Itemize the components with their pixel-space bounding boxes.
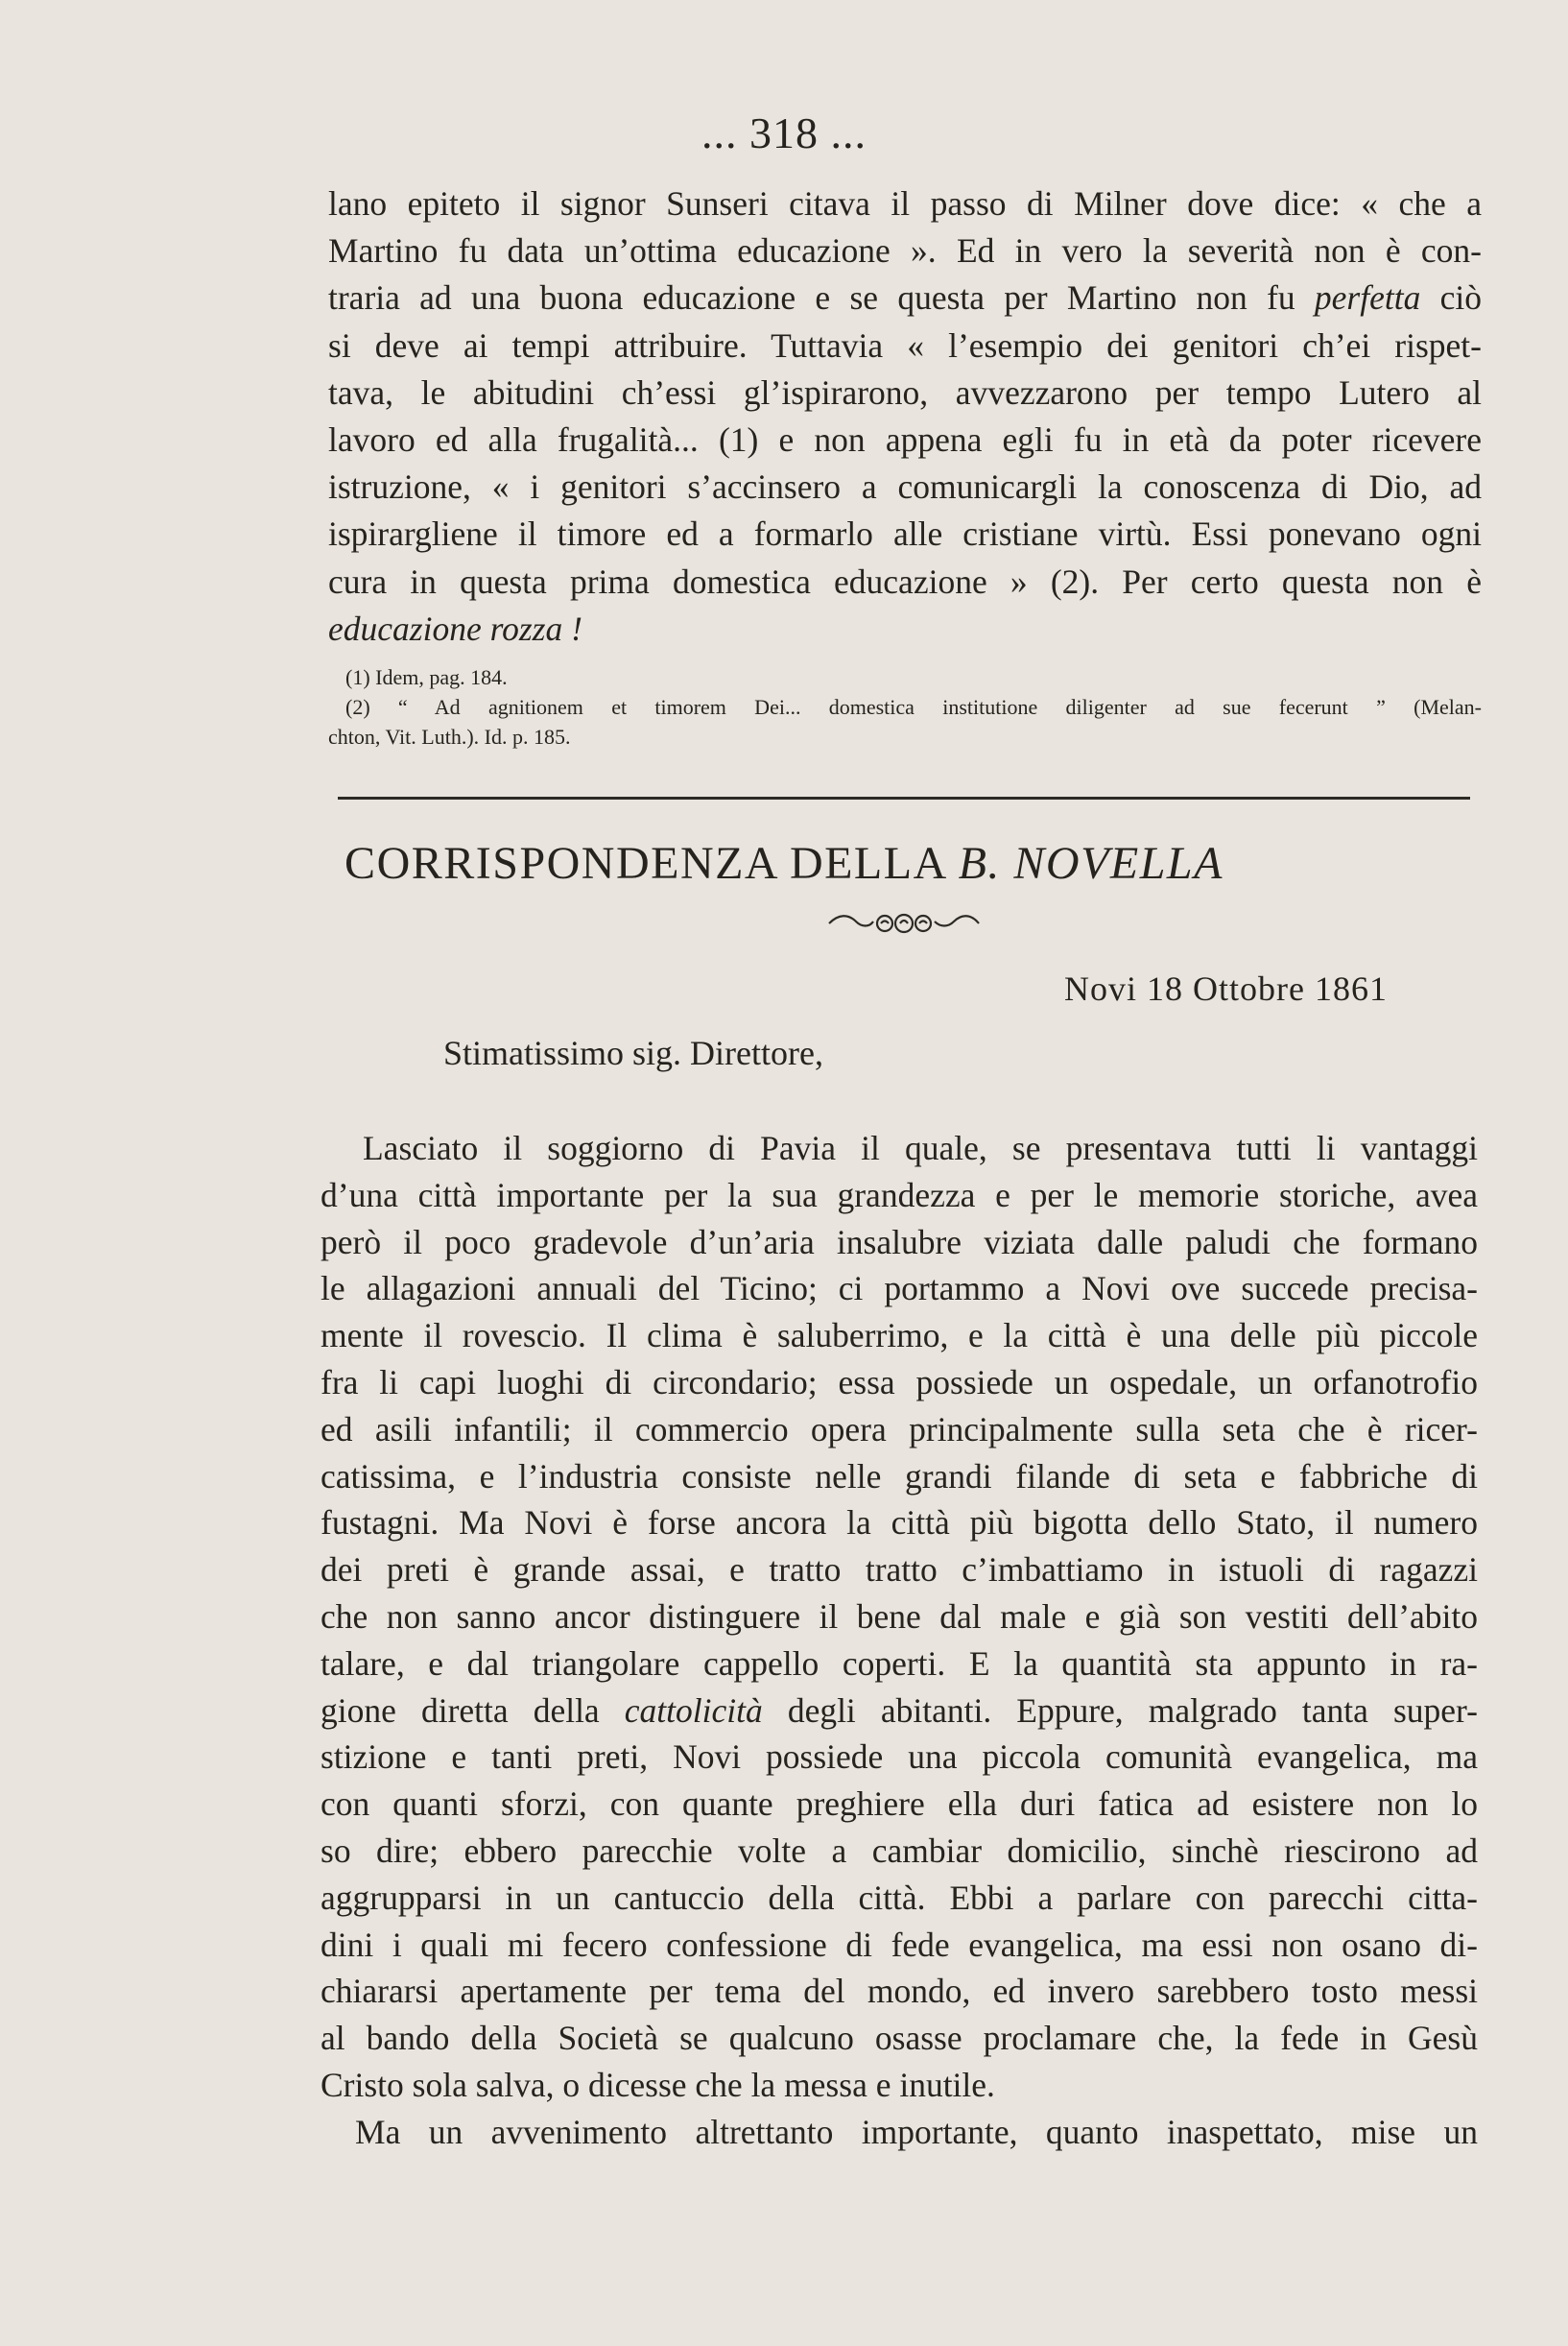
text-run: talare, e dal triangolare cappello coperti. E la quantità sta appunto in ra- <box>321 1643 1478 1683</box>
text-line <box>321 2015 1478 2062</box>
text-line <box>321 1453 1478 1500</box>
text-line <box>321 1359 1478 1406</box>
text-run: però il poco gradevole d’un’aria insalubre viziata dalle paludi che formano <box>321 1222 1478 1261</box>
section-divider <box>338 797 1470 800</box>
page-number: ... 318 ... <box>701 108 867 157</box>
text-line <box>321 1406 1478 1453</box>
footnote-2-continued: chton, Vit. Luth.). Id. p. 185. <box>328 725 571 749</box>
text-line <box>328 275 1482 322</box>
text-run: aggrupparsi in un cantuccio della città. Ebbi a parlare con parecchi citta- <box>321 1878 1478 1917</box>
text-run: ed asili infantili; il commercio opera principalmente sulla seta che è ricer- <box>321 1409 1478 1448</box>
text-line <box>321 1265 1478 1312</box>
text-line <box>321 2109 1478 2156</box>
text-line <box>321 1172 1478 1219</box>
section-title-text: CORRISPONDENZA DELLA <box>344 838 959 889</box>
text-run: d’una città importante per la sua grandezza e per le memorie storiche, avea <box>321 1175 1478 1214</box>
text-line <box>328 417 1482 464</box>
continued-paragraph <box>328 180 1482 653</box>
text-run: gione diretta della <box>321 1690 625 1730</box>
section-title <box>0 837 1568 890</box>
letter-salutation: Stimatissimo sig. Direttore, <box>443 1034 823 1072</box>
text-run: Martino fu data un’ottima educazione ». Ed in vero la severità non è con- <box>328 231 1482 271</box>
text-line <box>328 511 1482 558</box>
text-line <box>328 180 1482 227</box>
text-line <box>321 1828 1478 1875</box>
text-run: so dire; ebbero parecchie volte a cambiar domicilio, sinchè riescirono ad <box>321 1831 1478 1870</box>
ornament-flourish-icon <box>827 910 981 937</box>
italic-text: perfetta <box>1314 278 1421 318</box>
italic-text: cattolicità <box>624 1690 763 1730</box>
text-run: istruzione, « i genitori s’accinsero a comunicargli la conoscenza di Dio, ad <box>328 467 1482 507</box>
text-line <box>328 227 1482 275</box>
section-title-italic: B. NOVELLA <box>958 838 1224 889</box>
text-run: chiararsi apertamente per tema del mondo, ed invero sarebbero tosto messi <box>321 1972 1478 2011</box>
text-line <box>321 1219 1478 1266</box>
text-line <box>321 2062 1478 2109</box>
text-run: dei preti è grande assai, e tratto tratto c’imbattiamo in istuoli di ragazzi <box>321 1550 1478 1590</box>
text-run: Ma un avvenimento altrettanto importante, quanto inaspettato, mise un <box>355 2112 1478 2151</box>
text-line <box>321 1688 1478 1735</box>
text-line <box>328 559 1482 606</box>
text-run: lano epiteto il signor Sunseri citava il passo di Milner dove dice: « che a <box>328 184 1482 223</box>
text-line <box>321 1640 1478 1688</box>
text-line <box>321 1312 1478 1359</box>
text-run: che non sanno ancor distinguere il bene dal male e già son vestiti dell’abito <box>321 1596 1478 1636</box>
text-line <box>321 1781 1478 1828</box>
text-run: Cristo sola salva, o dicesse che la messa e inutile. <box>321 2065 995 2104</box>
footnote-1: (1) Idem, pag. 184. <box>345 665 508 689</box>
text-line <box>328 323 1482 370</box>
text-run: ispirargliene il timore ed a formarlo alle cristiane virtù. Essi ponevano ogni <box>328 515 1482 554</box>
text-run: fustagni. Ma Novi è forse ancora la città più bigotta dello Stato, il numero <box>321 1503 1478 1543</box>
text-run: cura in questa prima domestica educazione » (2). Per certo questa non è <box>328 562 1482 601</box>
text-line <box>321 1922 1478 1969</box>
text-line <box>321 1125 1478 1172</box>
text-run: tava, le abitudini ch’essi gl’ispirarono, avvezzarono per tempo Lutero al <box>328 372 1482 412</box>
text-run: ciò <box>1420 278 1482 318</box>
letter-dateline: Novi 18 Ottobre 1861 <box>1064 970 1388 1008</box>
text-line <box>328 606 1482 653</box>
text-run: al bando della Società se qualcuno osasse proclamare che, la fede in Gesù <box>321 2019 1478 2058</box>
text-run: dini i quali mi fecero confessione di fede evangelica, ma essi non osano di- <box>321 1925 1478 1964</box>
text-line <box>321 1546 1478 1593</box>
text-line <box>321 1593 1478 1640</box>
text-line <box>321 1968 1478 2015</box>
text-run: stizione e tanti preti, Novi possiede una piccola comunità evangelica, ma <box>321 1737 1478 1777</box>
text-run: Lasciato il soggiorno di Pavia il quale, se presentava tutti li vantaggi <box>363 1129 1478 1167</box>
text-run: lavoro ed alla frugalità... (1) e non appena egli fu in età da poter ricevere <box>328 419 1482 459</box>
text-line <box>328 370 1482 417</box>
text-run: fra li capi luoghi di circondario; essa possiede un ospedale, un orfanotrofio <box>321 1362 1478 1401</box>
text-run: si deve ai tempi attribuire. Tuttavia « l’esempio dei genitori ch’ei rispet- <box>328 325 1482 365</box>
text-line <box>321 1875 1478 1922</box>
footnote-2: (2) “ Ad agnitionem et timorem Dei... domestica institutione diligenter ad sue fecerunt ” (Melan- <box>345 695 1482 719</box>
text-run: mente il rovescio. Il clima è saluberrimo, e la città è una delle più piccole <box>321 1316 1478 1355</box>
text-run: traria ad una buona educazione e se questa per Martino non fu <box>328 278 1315 318</box>
text-line <box>328 464 1482 511</box>
text-run: catissima, e l’industria consiste nelle grandi filande di seta e fabbriche di <box>321 1456 1478 1496</box>
italic-text: educazione rozza ! <box>328 609 582 648</box>
text-line <box>321 1499 1478 1546</box>
letter-body <box>321 1125 1478 2156</box>
text-run: le allagazioni annuali del Ticino; ci portammo a Novi ove succede precisa- <box>321 1269 1478 1308</box>
text-run: con quanti sforzi, con quante preghiere ella duri fatica ad esistere non lo <box>321 1784 1478 1824</box>
text-run: degli abitanti. Eppure, malgrado tanta super- <box>762 1690 1478 1730</box>
footnotes <box>328 662 1482 752</box>
text-line <box>321 1734 1478 1781</box>
